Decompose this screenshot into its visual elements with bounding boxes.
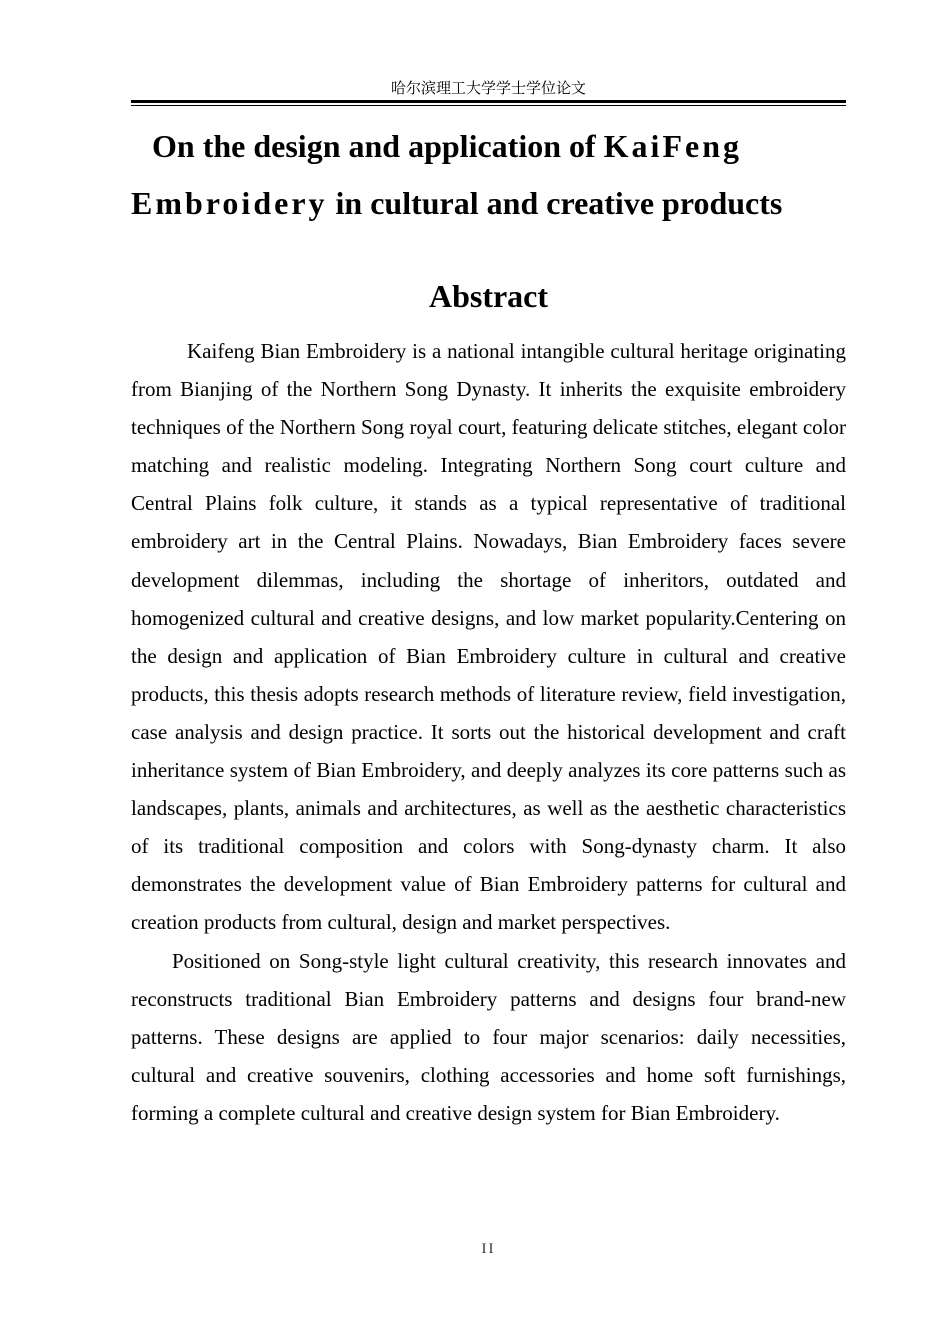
title-line-2 xyxy=(131,175,846,232)
running-header: 哈尔滨理工大学学士学位论文 xyxy=(390,79,586,97)
title-line-1-text: On the design and application of xyxy=(152,128,604,164)
abstract-paragraph-2: Positioned on Song-style light cultural creativity, this research innovates and reconstructs traditional Bian Embroidery patterns and designs four brand-new patterns. These designs are applied to four major scenarios: daily necessities, cultural and creative souvenirs, clothing accessories and home soft furnishings, forming a complete cultural and creative design system for Bian Embroidery. xyxy=(131,948,846,1125)
title-line-1-emphasis: KaiFeng xyxy=(603,128,742,164)
title-line-2-text: in cultural and creative products xyxy=(327,185,783,221)
title-line-1 xyxy=(131,118,846,175)
abstract-body xyxy=(131,332,846,1132)
header-rule-thin xyxy=(131,105,846,106)
page-number: II xyxy=(481,1241,496,1257)
abstract-heading: Abstract xyxy=(428,278,549,314)
header-rule-thick xyxy=(131,100,846,103)
title-line-2-emphasis: Embroidery xyxy=(131,185,328,221)
thesis-title xyxy=(131,118,846,232)
abstract-paragraph-1: Kaifeng Bian Embroidery is a national intangible cultural heritage originating from Bianjing of the Northern Song Dynasty. It inherits the exquisite embroidery techniques of the Northern Song royal court, featuring delicate stitches, elegant color matching and realistic modeling. Integrating Northern Song court culture and Central Plains folk culture, it stands as a typical representative of traditional embroidery art in the Central Plains. Nowadays, Bian Embroidery faces severe development dilemmas, including the shortage of inheritors, outdated and homogenized cultural and creative designs, and low market popularity.Centering on the design and application of Bian Embroidery culture in cultural and creative products, this thesis adopts research methods of literature review, field investigation, case analysis and design practice. It sorts out the historical development and craft inheritance system of Bian Embroidery, and deeply analyzes its core patterns such as landscapes, plants, animals and architectures, as well as the aesthetic characteristics of its traditional composition and colors with Song-dynasty charm. It also demonstrates the development value of Bian Embroidery patterns for cultural and creation products from cultural, design and market perspectives. xyxy=(131,339,846,935)
